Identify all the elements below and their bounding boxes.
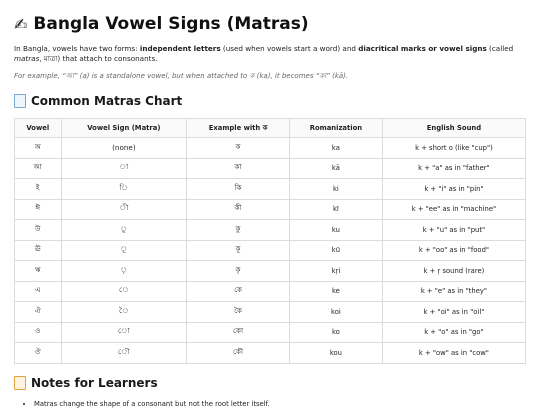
romanization-cell: kā — [289, 158, 382, 179]
table-row — [15, 158, 526, 179]
intro-text-1: In Bangla, vowels have two forms: — [14, 44, 140, 53]
example-note: For example, “আ” (a) is a standalone vowel, but when attached to ক (ka), it becomes “কা” (kā). — [14, 72, 349, 80]
matra-cell: ূ — [61, 240, 187, 261]
example-cell: কৃ — [187, 261, 290, 282]
page-title — [14, 14, 526, 34]
page-title-text: Bangla Vowel Signs (Matras) — [33, 14, 309, 34]
table-row — [15, 302, 526, 323]
romanization-cell: ko — [289, 322, 382, 343]
sound-cell: k + "o" as in "go" — [382, 322, 525, 343]
table-row — [15, 322, 526, 343]
column-header: Romanization — [289, 119, 382, 138]
romanization-cell: kou — [289, 343, 382, 364]
example-cell: ক — [187, 138, 290, 159]
example-cell: কে — [187, 281, 290, 302]
vowel-cell: ঊ — [15, 240, 62, 261]
vowel-cell: ঋ — [15, 261, 62, 282]
romanization-cell: ki — [289, 179, 382, 200]
matra-cell: ো — [61, 322, 187, 343]
matra-cell: ৈ — [61, 302, 187, 323]
matra-cell: ী — [61, 199, 187, 220]
notes-heading-text: Notes for Learners — [31, 375, 158, 390]
example-cell: কা — [187, 158, 290, 179]
chart-icon — [14, 94, 26, 108]
matra-cell: ৌ — [61, 343, 187, 364]
romanization-cell: ke — [289, 281, 382, 302]
example-cell: কৈ — [187, 302, 290, 323]
list-item: • Matras change the shape of a consonant but not the root letter itself. — [34, 400, 526, 408]
matras-table — [14, 118, 526, 364]
table-row — [15, 281, 526, 302]
sound-cell: k + "a" as in "father" — [382, 158, 525, 179]
vowel-cell: ঈ — [15, 199, 62, 220]
sound-cell: k + "oi" as in "oil" — [382, 302, 525, 323]
intro-text-4: , মাত্রা) that attach to consonants. — [39, 54, 158, 63]
intro-text-2: (used when vowels start a word) and — [220, 44, 359, 53]
notes-list — [14, 400, 526, 408]
sound-cell: k + "ow" as in "cow" — [382, 343, 525, 364]
table-row — [15, 199, 526, 220]
example-cell: কি — [187, 179, 290, 200]
intro-bold-1: independent letters — [139, 44, 221, 53]
table-row — [15, 138, 526, 159]
notes-section — [14, 376, 526, 408]
sound-cell: k + "oo" as in "food" — [382, 240, 525, 261]
example-cell: কূ — [187, 240, 290, 261]
matra-cell: (none) — [61, 138, 187, 159]
column-header: Vowel Sign (Matra) — [61, 119, 187, 138]
vowel-cell: উ — [15, 220, 62, 241]
sound-cell: k + "u" as in "put" — [382, 220, 525, 241]
vowel-cell: ঔ — [15, 343, 62, 364]
table-header-row — [15, 119, 526, 138]
table-row — [15, 179, 526, 200]
romanization-cell: ka — [289, 138, 382, 159]
table-row — [15, 220, 526, 241]
table-row — [15, 343, 526, 364]
writing-hand-icon: ✍ — [14, 14, 28, 34]
notes-heading — [14, 376, 526, 390]
chart-heading-text: Common Matras Chart — [31, 94, 183, 108]
sound-cell: k + "ee" as in "machine" — [382, 199, 525, 220]
vowel-cell: অ — [15, 138, 62, 159]
column-header: Example with ক — [187, 119, 290, 138]
romanization-cell: koi — [289, 302, 382, 323]
column-header: English Sound — [382, 119, 525, 138]
sound-cell: k + "e" as in "they" — [382, 281, 525, 302]
matra-cell: ি — [61, 179, 187, 200]
sound-cell: k + "i" as in "pin" — [382, 179, 525, 200]
sound-cell: k + short o (like "cup") — [382, 138, 525, 159]
table-row — [15, 261, 526, 282]
vowel-cell: ও — [15, 322, 62, 343]
example-cell: কৌ — [187, 343, 290, 364]
matra-cell: া — [61, 158, 187, 179]
example-cell: কো — [187, 322, 290, 343]
vowel-cell: আ — [15, 158, 62, 179]
matra-cell: ে — [61, 281, 187, 302]
romanization-cell: ku — [289, 220, 382, 241]
intro-paragraph — [14, 44, 526, 64]
column-header: Vowel — [15, 119, 62, 138]
intro-italic-1: matras — [14, 54, 40, 63]
example-cell: কী — [187, 199, 290, 220]
chart-heading — [14, 94, 526, 108]
romanization-cell: kṛi — [289, 261, 382, 282]
romanization-cell: kū — [289, 240, 382, 261]
memo-icon — [14, 376, 26, 390]
intro-bold-2: diacritical marks or vowel signs — [358, 44, 487, 53]
romanization-cell: kī — [289, 199, 382, 220]
intro-text-3: (called — [486, 44, 514, 53]
vowel-cell: ই — [15, 179, 62, 200]
vowel-cell: এ — [15, 281, 62, 302]
matra-cell: ৃ — [61, 261, 187, 282]
vowel-cell: ঐ — [15, 302, 62, 323]
table-row — [15, 240, 526, 261]
example-cell: কু — [187, 220, 290, 241]
sound-cell: k + ṛ sound (rare) — [382, 261, 525, 282]
matra-cell: ু — [61, 220, 187, 241]
